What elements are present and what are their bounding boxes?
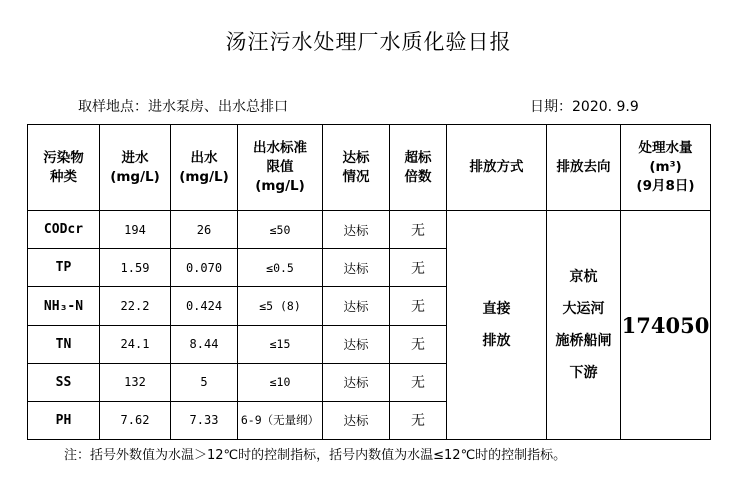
effluent-cell: 8.44 [171,325,238,363]
effluent-cell: 7.33 [171,401,238,439]
status-cell: 达标 [323,401,390,439]
header-influent: 进水 (mg/L) [100,125,171,211]
standard-cell: ≤10 [238,363,323,401]
pollutant-cell: TP [28,249,100,287]
footnote: 注：括号外数值为水温＞12℃时的控制指标，括号内数值为水温≤12℃时的控制指标。 [64,448,567,463]
pollutant-cell: NH₃-N [28,287,100,325]
pollutant-cell: SS [28,363,100,401]
influent-cell: 132 [100,363,171,401]
effluent-cell: 0.070 [171,249,238,287]
treated-volume-cell: 174050 [621,211,711,440]
status-cell: 达标 [323,325,390,363]
report-date: 日期：2020. 9.9 [530,99,639,115]
sampling-location: 取样地点：进水泵房、出水总排口 [78,99,288,115]
report-title: 汤汪污水处理厂水质化验日报 [225,30,512,54]
exceed-cell: 无 [390,325,447,363]
influent-cell: 7.62 [100,401,171,439]
exceed-cell: 无 [390,249,447,287]
header-effluent: 出水 (mg/L) [171,125,238,211]
pollutant-cell: TN [28,325,100,363]
header-exceed: 超标 倍数 [390,125,447,211]
header-method: 排放方式 [447,125,547,211]
effluent-cell: 26 [171,211,238,249]
standard-cell: ≤0.5 [238,249,323,287]
exceed-cell: 无 [390,211,447,249]
status-cell: 达标 [323,287,390,325]
effluent-cell: 5 [171,363,238,401]
influent-cell: 194 [100,211,171,249]
status-cell: 达标 [323,211,390,249]
header-volume: 处理水量 (m³) (9月8日) [621,125,711,211]
table-row [28,211,711,249]
influent-cell: 1.59 [100,249,171,287]
water-quality-table [27,124,711,440]
header-pollutant: 污染物 种类 [28,125,100,211]
header-status: 达标 情况 [323,125,390,211]
exceed-cell: 无 [390,401,447,439]
status-cell: 达标 [323,249,390,287]
header-standard: 出水标准 限值 (mg/L) [238,125,323,211]
pollutant-cell: PH [28,401,100,439]
standard-cell: ≤50 [238,211,323,249]
effluent-cell: 0.424 [171,287,238,325]
pollutant-cell: CODcr [28,211,100,249]
influent-cell: 24.1 [100,325,171,363]
discharge-destination-cell: 京杭 大运河 施桥船闸 下游 [547,211,621,440]
exceed-cell: 无 [390,363,447,401]
header-destination: 排放去向 [547,125,621,211]
standard-cell: ≤15 [238,325,323,363]
discharge-method-cell: 直接 排放 [447,211,547,440]
standard-cell: ≤5 (8) [238,287,323,325]
standard-cell: 6-9（无量纲） [238,401,323,439]
exceed-cell: 无 [390,287,447,325]
header-row [28,125,711,211]
status-cell: 达标 [323,363,390,401]
influent-cell: 22.2 [100,287,171,325]
